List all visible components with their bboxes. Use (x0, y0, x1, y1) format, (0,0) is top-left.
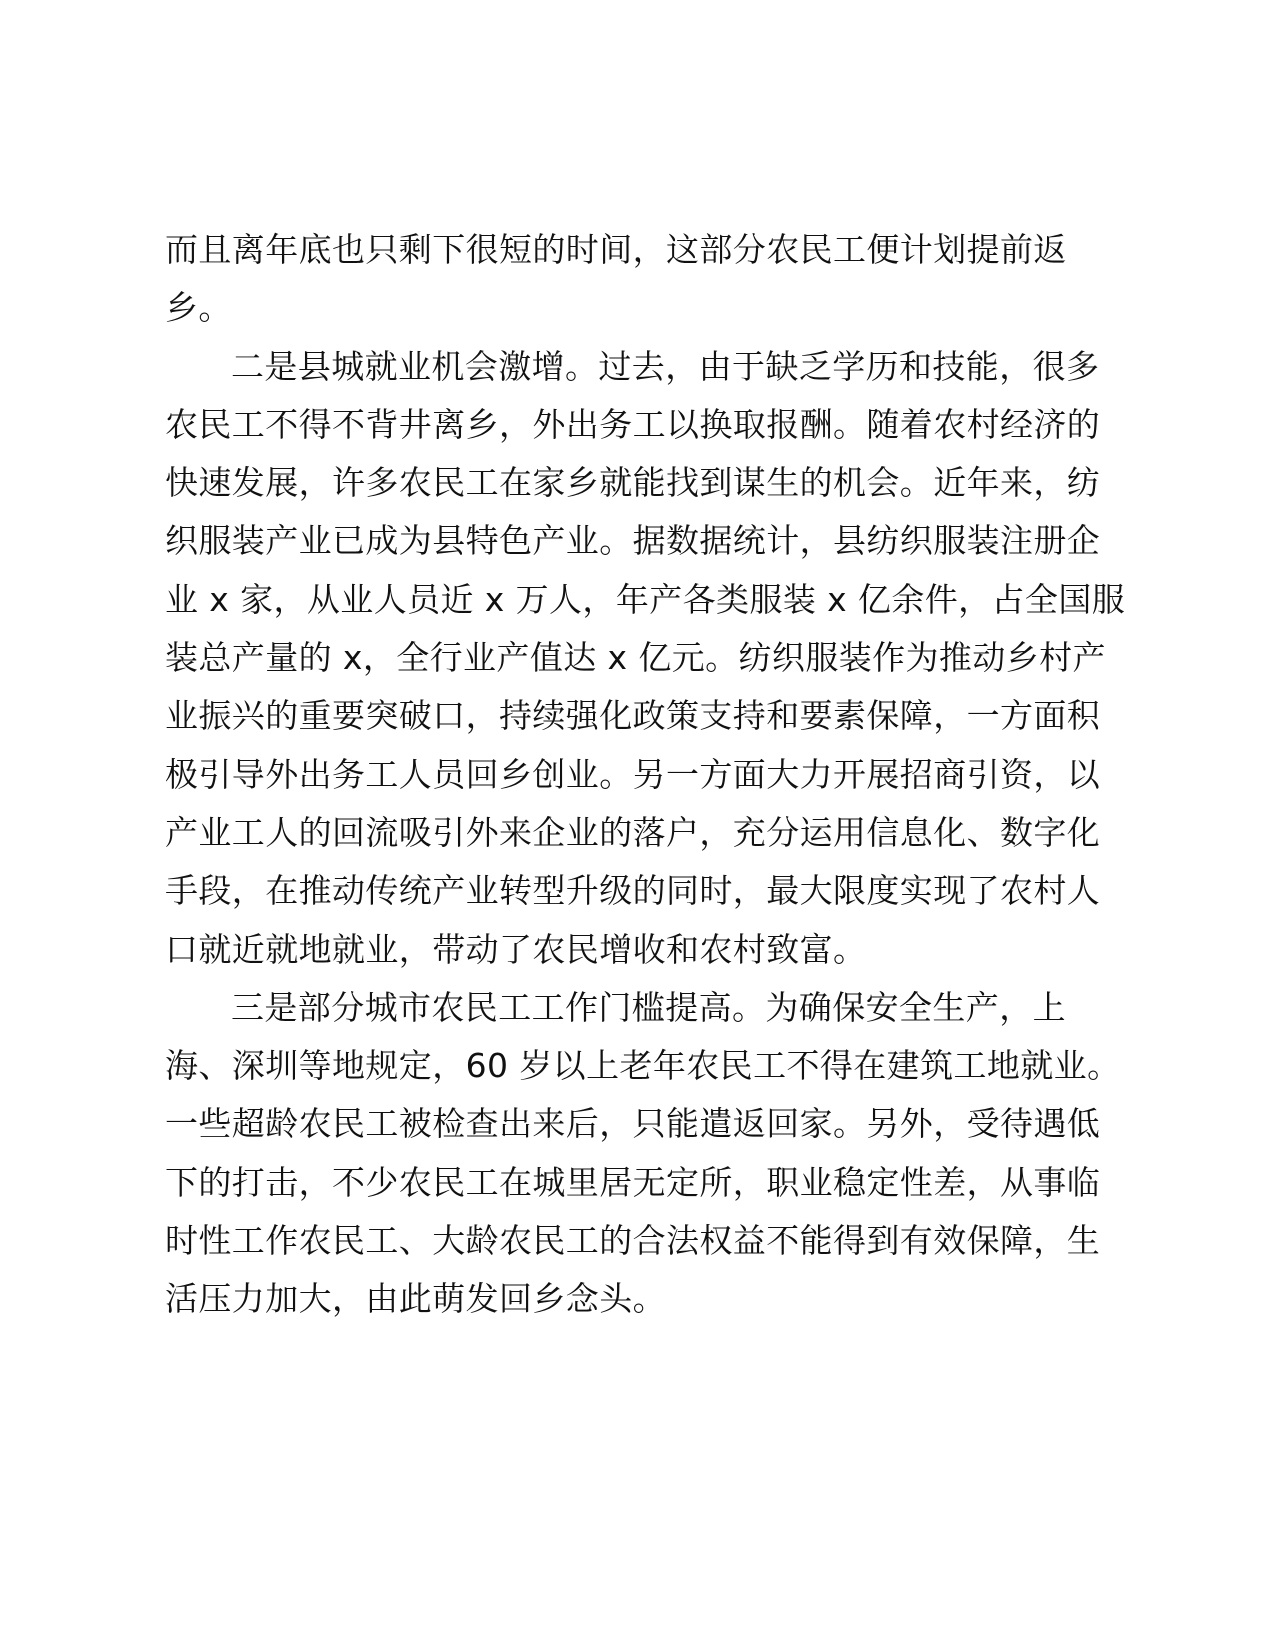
text-line: 而且离年底也只剩下很短的时间，这部分农民工便计划提前返 (165, 230, 1067, 269)
text-line: 海、深圳等地规定，60 岁以上老年农民工不得在建筑工地就业。 (165, 1046, 1121, 1086)
text-line: 时性工作农民工、大龄农民工的合法权益不能得到有效保障，生 (165, 1221, 1101, 1261)
text-line: 活压力加大，由此萌发回乡念头。 (165, 1279, 666, 1319)
text-line: 口就近就地就业，带动了农民增收和农村致富。 (165, 929, 867, 969)
text-line: 织服装产业已成为县特色产业。据数据统计，县纺织服装注册企 (165, 521, 1101, 561)
text-line: 极引导外出务工人员回乡创业。另一方面大力开展招商引资，以 (165, 754, 1101, 794)
text-line: 一些超龄农民工被检查出来后，只能遣返回家。另外，受待遇低 (165, 1104, 1101, 1144)
text-line: 装总产量的 x，全行业产值达 x 亿元。纺织服装作为推动乡村产 (165, 638, 1106, 678)
text-line: 农民工不得不背井离乡，外出务工以换取报酬。随着农村经济的 (165, 404, 1101, 444)
paragraph-start-line: 三是部分城市农民工工作门槛提高。为确保安全生产，上 (231, 987, 1066, 1027)
body-text (165, 221, 1126, 1329)
text-line: 业振兴的重要突破口，持续强化政策支持和要素保障，一方面积 (165, 696, 1101, 736)
text-line: 下的打击，不少农民工在城里居无定所，职业稳定性差，从事临 (165, 1162, 1101, 1202)
paragraph-start-line: 二是县城就业机会激增。过去，由于缺乏学历和技能，很多 (231, 346, 1100, 386)
text-line: 乡。 (165, 288, 232, 328)
text-line: 快速发展，许多农民工在家乡就能找到谋生的机会。近年来，纺 (165, 463, 1101, 503)
text-line: 产业工人的回流吸引外来企业的落户，充分运用信息化、数字化 (165, 812, 1101, 852)
text-line: 手段，在推动传统产业转型升级的同时，最大限度实现了农村人 (165, 871, 1101, 911)
text-line: 业 x 家，从业人员近 x 万人，年产各类服装 x 亿余件，占全国服 (165, 579, 1126, 619)
